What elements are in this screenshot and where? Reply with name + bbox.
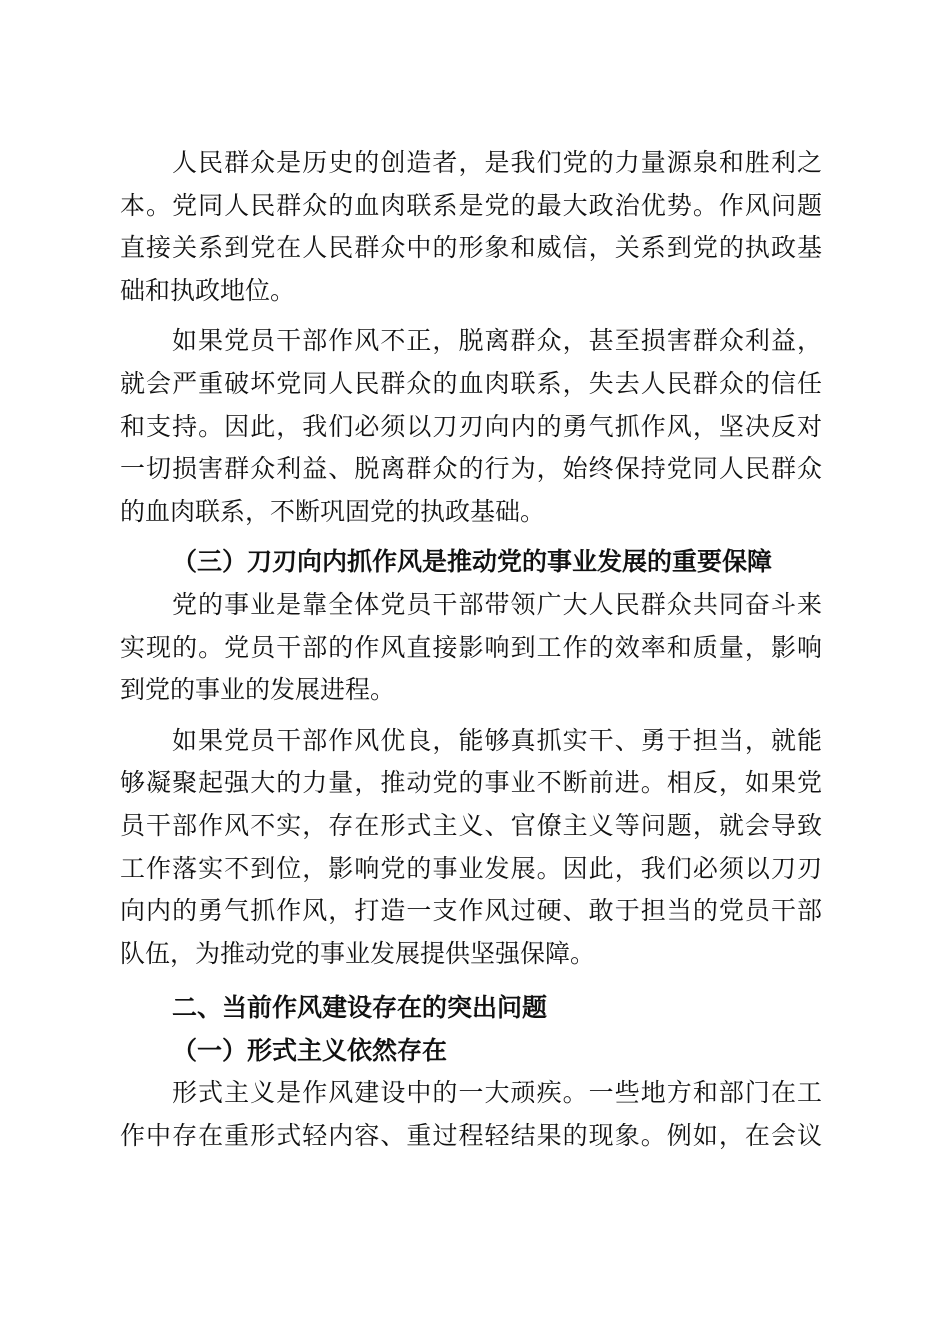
body-paragraph xyxy=(120,1072,822,1157)
text-line: 到党的事业的发展进程。 xyxy=(120,675,396,705)
text-line: 作中存在重形式轻内容、重过程轻结果的现象。例如，在会议 xyxy=(120,1121,822,1151)
text-line: 本。党同人民群众的血肉联系是党的最大政治优势。作风问题 xyxy=(120,190,822,220)
text-line: 二、当前作风建设存在的突出问题 xyxy=(172,993,548,1023)
text-line: 就会严重破坏党同人民群众的血肉联系，失去人民群众的信任 xyxy=(120,368,822,398)
text-line: 直接关系到党在人民群众中的形象和威信，关系到党的执政基 xyxy=(120,233,822,263)
text-line: 础和执政地位。 xyxy=(120,275,296,305)
text-line: 和支持。因此，我们必须以刀刃向内的勇气抓作风，坚决反对 xyxy=(120,411,822,441)
text-line: 工作落实不到位，影响党的事业发展。因此，我们必须以刀刃 xyxy=(120,853,822,883)
text-line: 人民群众是历史的创造者，是我们党的力量源泉和胜利之 xyxy=(172,148,822,177)
subsection-heading xyxy=(120,541,822,584)
text-line: （一）形式主义依然存在 xyxy=(172,1035,448,1065)
text-line: 的血肉联系，不断巩固党的执政基础。 xyxy=(120,496,546,526)
text-line: 员干部作风不实，存在形式主义、官僚主义等问题，就会导致 xyxy=(120,810,822,840)
text-line: 队伍，为推动党的事业发展提供坚强保障。 xyxy=(120,938,596,968)
text-line: 形式主义是作风建设中的一大顽疾。一些地方和部门在工 xyxy=(172,1078,822,1108)
subsection-heading xyxy=(120,1030,822,1073)
text-line: 如果党员干部作风优良，能够真抓实干、勇于担当，就能 xyxy=(172,725,822,755)
body-paragraph xyxy=(120,720,822,976)
text-line: 党的事业是靠全体党员干部带领广大人民群众共同奋斗来 xyxy=(172,589,822,619)
section-heading xyxy=(120,987,822,1030)
text-line: 一切损害群众利益、脱离群众的行为，始终保持党同人民群众 xyxy=(120,454,822,484)
body-paragraph xyxy=(120,320,822,533)
body-paragraph xyxy=(120,584,822,712)
text-line: 实现的。党员干部的作风直接影响到工作的效率和质量，影响 xyxy=(120,632,822,662)
body-paragraph xyxy=(120,142,822,312)
text-line: 够凝聚起强大的力量，推动党的事业不断前进。相反，如果党 xyxy=(120,768,822,798)
text-line: （三）刀刃向内抓作风是推动党的事业发展的重要保障 xyxy=(172,547,773,577)
text-line: 向内的勇气抓作风，打造一支作风过硬、敢于担当的党员干部 xyxy=(120,896,822,926)
document-page xyxy=(120,142,822,1158)
text-line: 如果党员干部作风不正，脱离群众，甚至损害群众利益， xyxy=(172,326,822,356)
